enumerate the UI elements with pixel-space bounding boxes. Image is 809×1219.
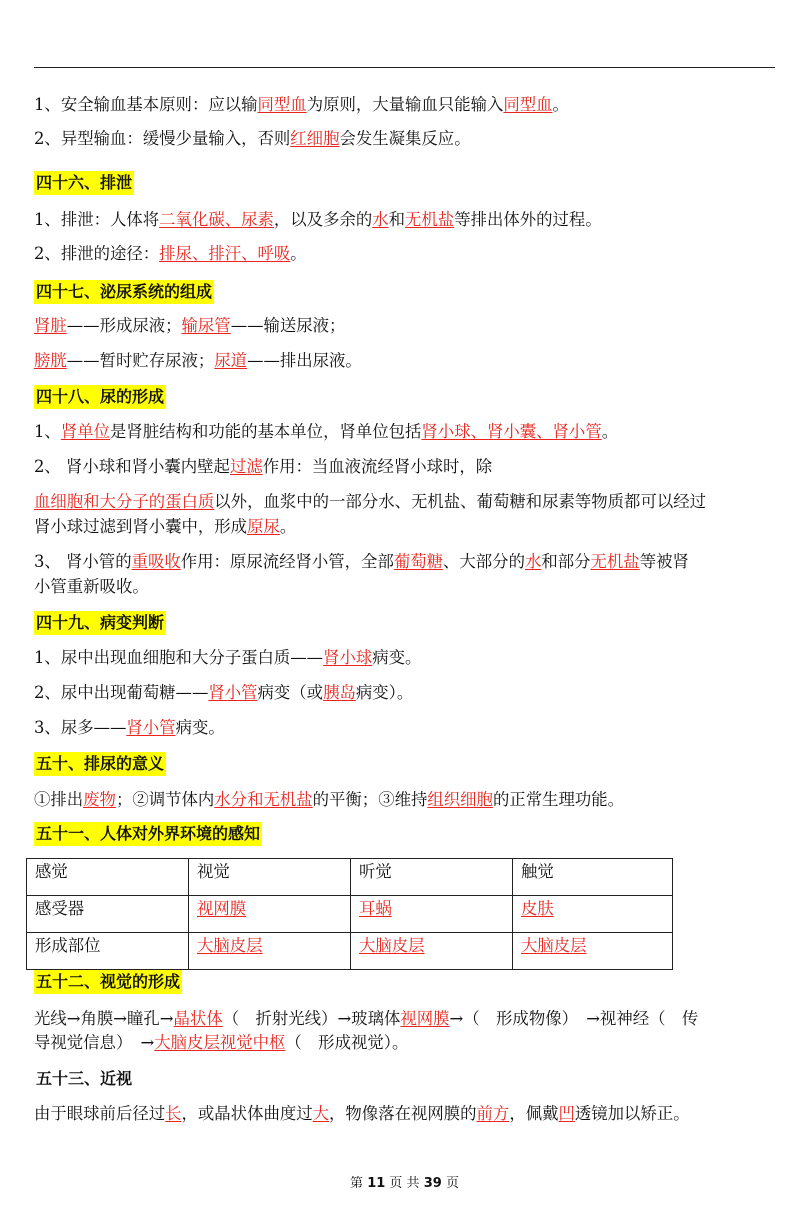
- answer: 无机盐: [590, 552, 640, 571]
- table-cell: [351, 933, 513, 970]
- text: ①排出: [34, 790, 84, 809]
- answer: 二氧化碳、尿素: [159, 210, 274, 229]
- section-heading-51: 五十一、人体对外界环境的感知: [34, 822, 262, 846]
- blood-line-2: [34, 128, 471, 150]
- text: 病变。: [175, 718, 225, 737]
- table-cell: 触觉: [513, 859, 673, 896]
- section-heading-50: 五十、排尿的意义: [34, 752, 166, 776]
- table-cell: [513, 896, 673, 933]
- table-cell: 视觉: [189, 859, 351, 896]
- s50-line-1: [34, 789, 624, 811]
- text: ——暂时贮存尿液；: [66, 351, 215, 370]
- text: ，以及多余的: [273, 210, 373, 229]
- s48-line-6: [34, 576, 149, 598]
- s47-line-2: [34, 350, 362, 372]
- text: 导视觉信息） →: [34, 1033, 155, 1052]
- text: 以外，血浆中的一部分水、无机盐、葡萄糖和尿素等物质都可以经过: [214, 492, 707, 511]
- text: 病变。: [372, 648, 422, 667]
- table-cell: 感觉: [27, 859, 189, 896]
- s49-line-2: [34, 682, 413, 704]
- table-row: [27, 859, 673, 896]
- answer: 葡萄糖: [393, 552, 444, 571]
- text: 2、异型输血：缓慢少量输入，否则: [34, 129, 291, 148]
- s47-line-1: [34, 315, 345, 337]
- section-heading-53: 五十三、近视: [36, 1069, 133, 1088]
- text: 、大部分的: [443, 552, 525, 571]
- text: 和: [388, 210, 406, 229]
- answer: 肾脏: [34, 316, 67, 335]
- answer: 晶状体: [173, 1009, 223, 1028]
- section-heading-46: 四十六、排泄: [34, 171, 134, 195]
- blood-line-1: [34, 94, 569, 116]
- answer: 皮肤: [521, 899, 554, 918]
- answer: 肾小管: [126, 718, 176, 737]
- text: 是肾脏结构和功能的基本单位，肾单位包括: [110, 422, 422, 441]
- text: 的平衡；③维持: [312, 790, 428, 809]
- text: 和部分: [541, 552, 591, 571]
- answer: 血细胞和大分子的蛋白质: [34, 492, 215, 511]
- answer: 胰岛: [323, 683, 356, 702]
- table-cell: 感受器: [27, 896, 189, 933]
- table-cell: 听觉: [351, 859, 513, 896]
- table-cell: [351, 896, 513, 933]
- total-pages: 39: [423, 1176, 442, 1191]
- answer: 肾小球: [323, 648, 373, 667]
- text: 1、安全输血基本原则：应以输: [34, 95, 258, 114]
- page-number: 11: [367, 1176, 386, 1191]
- answer: 排尿、排汗、呼吸: [159, 244, 291, 263]
- answer: 大脑皮层: [359, 936, 425, 955]
- table-row: [27, 896, 673, 933]
- answer: 长: [165, 1104, 182, 1123]
- text: 3、尿多——: [34, 718, 127, 737]
- text: ；②调节体内: [115, 790, 215, 809]
- answer: 肾小球、肾小囊、肾小管: [421, 422, 602, 441]
- answer: 肾小管: [208, 683, 258, 702]
- table-row: [27, 933, 673, 970]
- text: 2、排泄的途径：: [34, 244, 160, 263]
- answer: 大脑皮层: [521, 936, 587, 955]
- answer: 视网膜: [400, 1009, 450, 1028]
- answer: 膀胱: [34, 351, 67, 370]
- answer: 组织细胞: [427, 790, 493, 809]
- text: 。: [279, 517, 297, 536]
- text: 2、 肾小球和肾小囊内壁起: [34, 457, 230, 476]
- table-cell: [189, 896, 351, 933]
- s48-line-3: [34, 491, 706, 513]
- s48-line-1: [34, 421, 618, 443]
- text: 作用：原尿流经肾小管，全部: [180, 552, 394, 571]
- section-heading-48: 四十八、尿的形成: [34, 385, 166, 409]
- answer: 原尿: [247, 517, 280, 536]
- text: 。: [290, 244, 307, 263]
- answer: 前方: [476, 1104, 510, 1123]
- s48-line-5: [34, 551, 689, 573]
- text: 。: [552, 95, 569, 114]
- section-heading-49: 四十九、病变判断: [34, 611, 166, 635]
- answer: 同型血: [503, 95, 553, 114]
- answer: 大: [312, 1104, 330, 1123]
- footer-text: 第: [350, 1176, 364, 1191]
- footer-text: 页: [445, 1176, 459, 1191]
- text: 光线→角膜→瞳孔→: [34, 1009, 174, 1028]
- text: （ 形成视觉）。: [285, 1033, 409, 1052]
- text: 透镜加以矫正。: [574, 1104, 690, 1123]
- text: ——排出尿液。: [247, 351, 362, 370]
- text: ——输送尿液；: [230, 316, 346, 335]
- answer: 水分和无机盐: [214, 790, 313, 809]
- answer: 耳蜗: [359, 899, 392, 918]
- page-footer: [0, 1172, 809, 1191]
- text: 小管重新吸收。: [34, 577, 149, 596]
- perception-table: [26, 858, 673, 970]
- answer: 无机盐: [405, 210, 455, 229]
- text: 2、尿中出现葡萄糖——: [34, 683, 209, 702]
- text: 病变）。: [355, 683, 414, 702]
- s52-line-1: [34, 1008, 698, 1030]
- s46-line-2: [34, 243, 307, 265]
- text: ，物像落在视网膜的: [329, 1104, 477, 1123]
- answer: 同型血: [257, 95, 307, 114]
- s53-line-1: [34, 1103, 690, 1125]
- text: 的正常生理功能。: [492, 790, 625, 809]
- table-cell: 形成部位: [27, 933, 189, 970]
- text: （ 折射光线）→玻璃体: [222, 1009, 401, 1028]
- section-heading-47: 四十七、泌尿系统的组成: [34, 280, 214, 304]
- answer: 水: [524, 552, 542, 571]
- s48-line-2: [34, 456, 492, 478]
- s49-line-3: [34, 717, 225, 739]
- footer-text: 页 共: [389, 1176, 420, 1191]
- answer: 输尿管: [181, 316, 231, 335]
- s52-line-2: [34, 1032, 408, 1054]
- s46-line-1: [34, 209, 602, 231]
- text: 1、: [34, 422, 61, 441]
- answer: 大脑皮层视觉中枢: [154, 1033, 286, 1052]
- answer: 过滤: [229, 457, 263, 476]
- text: ——形成尿液；: [66, 316, 182, 335]
- header-rule: [34, 67, 775, 68]
- text: 等被肾: [639, 552, 689, 571]
- text: 为原则，大量输血只能输入: [306, 95, 504, 114]
- answer: 废物: [83, 790, 116, 809]
- text: 1、尿中出现血细胞和大分子蛋白质——: [34, 648, 324, 667]
- text: 1、排泄：人体将: [34, 210, 160, 229]
- answer: 肾单位: [60, 422, 110, 441]
- answer: 水: [372, 210, 389, 229]
- table-cell: [513, 933, 673, 970]
- answer: 凹: [558, 1104, 575, 1123]
- text: 由于眼球前后径过: [34, 1104, 166, 1123]
- text: ，佩戴: [509, 1104, 559, 1123]
- text: 3、 肾小管的: [34, 552, 132, 571]
- answer: 红细胞: [290, 129, 340, 148]
- table-cell: [189, 933, 351, 970]
- text: ，或晶状体曲度过: [181, 1104, 313, 1123]
- answer: 尿道: [214, 351, 248, 370]
- text: 作用：当血液流经肾小球时，除: [262, 457, 493, 476]
- answer: 重吸收: [131, 552, 181, 571]
- text: 会发生凝集反应。: [339, 129, 471, 148]
- text: 肾小球过滤到肾小囊中，形成: [34, 517, 248, 536]
- text: →（ 形成物像） →视神经（ 传: [449, 1009, 699, 1028]
- s48-line-4: [34, 516, 296, 538]
- answer: 视网膜: [197, 899, 247, 918]
- text: 等排出体外的过程。: [454, 210, 602, 229]
- text: 病变（或: [257, 683, 324, 702]
- answer: 大脑皮层: [197, 936, 263, 955]
- text: 。: [601, 422, 619, 441]
- section-heading-52: 五十二、视觉的形成: [34, 970, 182, 994]
- s49-line-1: [34, 647, 421, 669]
